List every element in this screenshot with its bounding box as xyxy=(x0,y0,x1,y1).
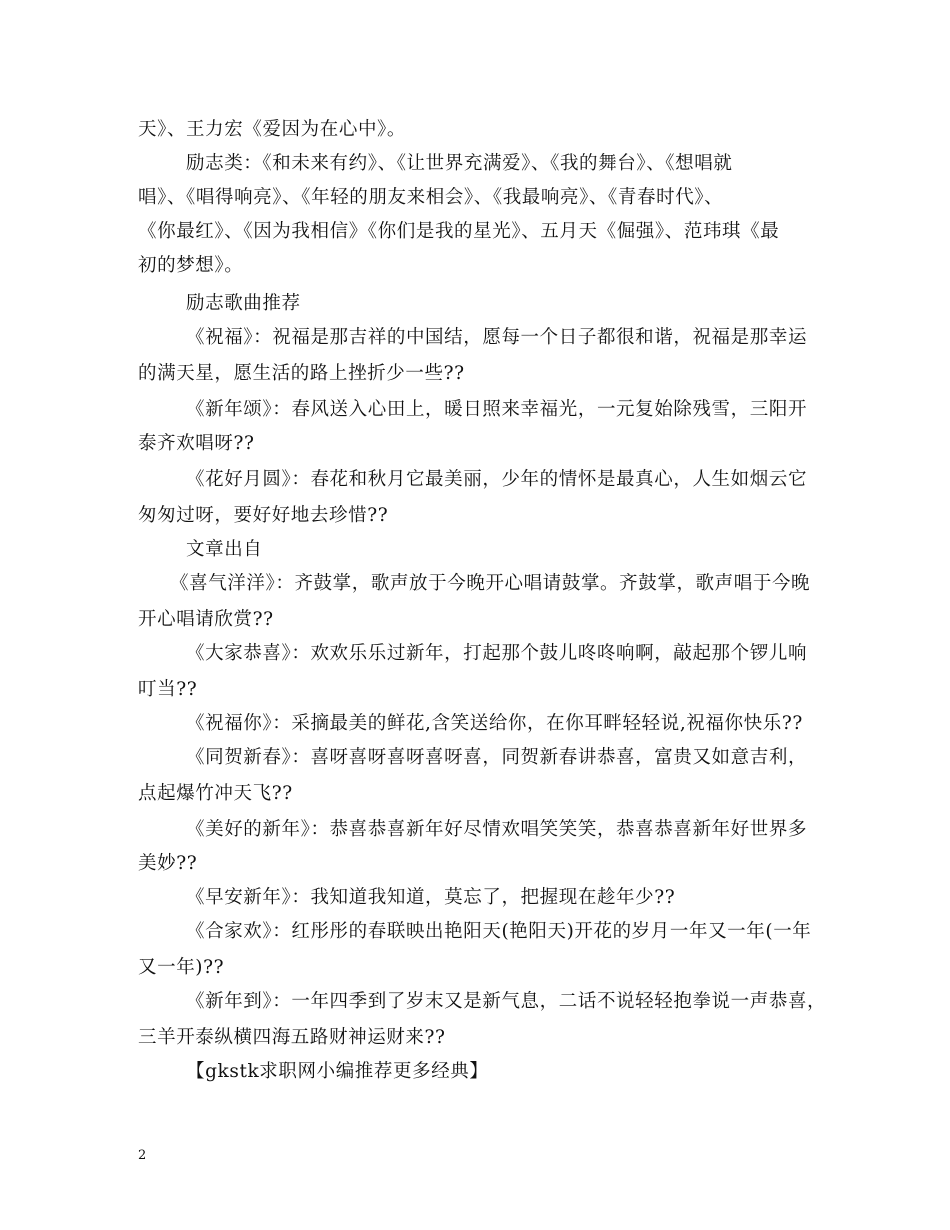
body-text-line: 三羊开泰纵横四海五路财神运财来?? xyxy=(138,1027,446,1048)
section-heading: 励志歌曲推荐 xyxy=(186,293,301,314)
body-text-line: 叮当?? xyxy=(138,679,198,700)
body-text-line: 天》、王力宏《爱因为在心中》。 xyxy=(138,119,407,140)
body-text-line: 《祝福》：祝福是那吉祥的中国结，愿每一个日子都很和谐，祝福是那幸运 xyxy=(186,327,808,348)
body-text-line: 美妙?? xyxy=(138,853,198,874)
body-text-line: 匆匆过呀，要好好地去珍惜?? xyxy=(138,505,389,526)
body-text-line: 《美好的新年》：恭喜恭喜新年好尽情欢唱笑笑笑，恭喜恭喜新年好世界多 xyxy=(186,819,808,840)
body-text-line: 的满天星，愿生活的路上挫折少一些?? xyxy=(138,363,465,384)
body-text-line: 《早安新年》：我知道我知道，莫忘了，把握现在趁年少?? xyxy=(186,887,676,908)
body-text-line: 《新年颂》：春风送入心田上，暖日照来幸福光，一元复始除残雪，三阳开 xyxy=(186,399,808,420)
body-text-line: 又一年)?? xyxy=(138,957,225,978)
body-text-line: 《祝福你》：采摘最美的鲜花,含笑送给你，在你耳畔轻轻说,祝福你快乐?? xyxy=(186,713,803,734)
body-text-line: 《你最红》、《因为我相信》《你们是我的星光》、五月天《倔强》、范玮琪《最 xyxy=(138,221,780,242)
body-text-line: 励志类：《和未来有约》、《让世界充满爱》、《我的舞台》、《想唱就 xyxy=(186,153,733,174)
section-heading: 文章出自 xyxy=(186,539,263,560)
body-text-line: 《同贺新春》：喜呀喜呀喜呀喜呀喜，同贺新春讲恭喜，富贵又如意吉利， xyxy=(186,747,808,768)
body-text-line: 《合家欢》：红彤彤的春联映出艳阳天(艳阳天)开花的岁月一年又一年(一年 xyxy=(186,921,812,942)
body-text-line: 泰齐欢唱呀?? xyxy=(138,433,255,454)
body-text-line: 《喜气洋洋》：齐鼓掌，歌声放于今晚开心唱请鼓掌。齐鼓掌，歌声唱于今晚 xyxy=(170,573,811,594)
body-text-line: 《新年到》：一年四季到了岁末又是新气息，二话不说轻轻抱拳说一声恭喜， xyxy=(186,991,827,1012)
body-text-line: 点起爆竹冲天飞?? xyxy=(138,783,293,804)
body-text-line: 初的梦想》。 xyxy=(138,255,244,276)
body-text-line: 唱》、《唱得响亮》、《年轻的朋友来相会》、《我最响亮》、《青春时代》、 xyxy=(138,187,724,208)
footer-recommendation: 【gkstk求职网小编推荐更多经典】 xyxy=(186,1061,489,1082)
body-text-line: 《花好月圆》：春花和秋月它最美丽，少年的情怀是最真心，人生如烟云它 xyxy=(186,469,808,490)
body-text-line: 《大家恭喜》：欢欢乐乐过新年，打起那个鼓儿咚咚响啊，敲起那个锣儿响 xyxy=(186,643,808,664)
body-text-line: 开心唱请欣赏?? xyxy=(138,609,274,630)
page-number: 2 xyxy=(138,1148,147,1163)
